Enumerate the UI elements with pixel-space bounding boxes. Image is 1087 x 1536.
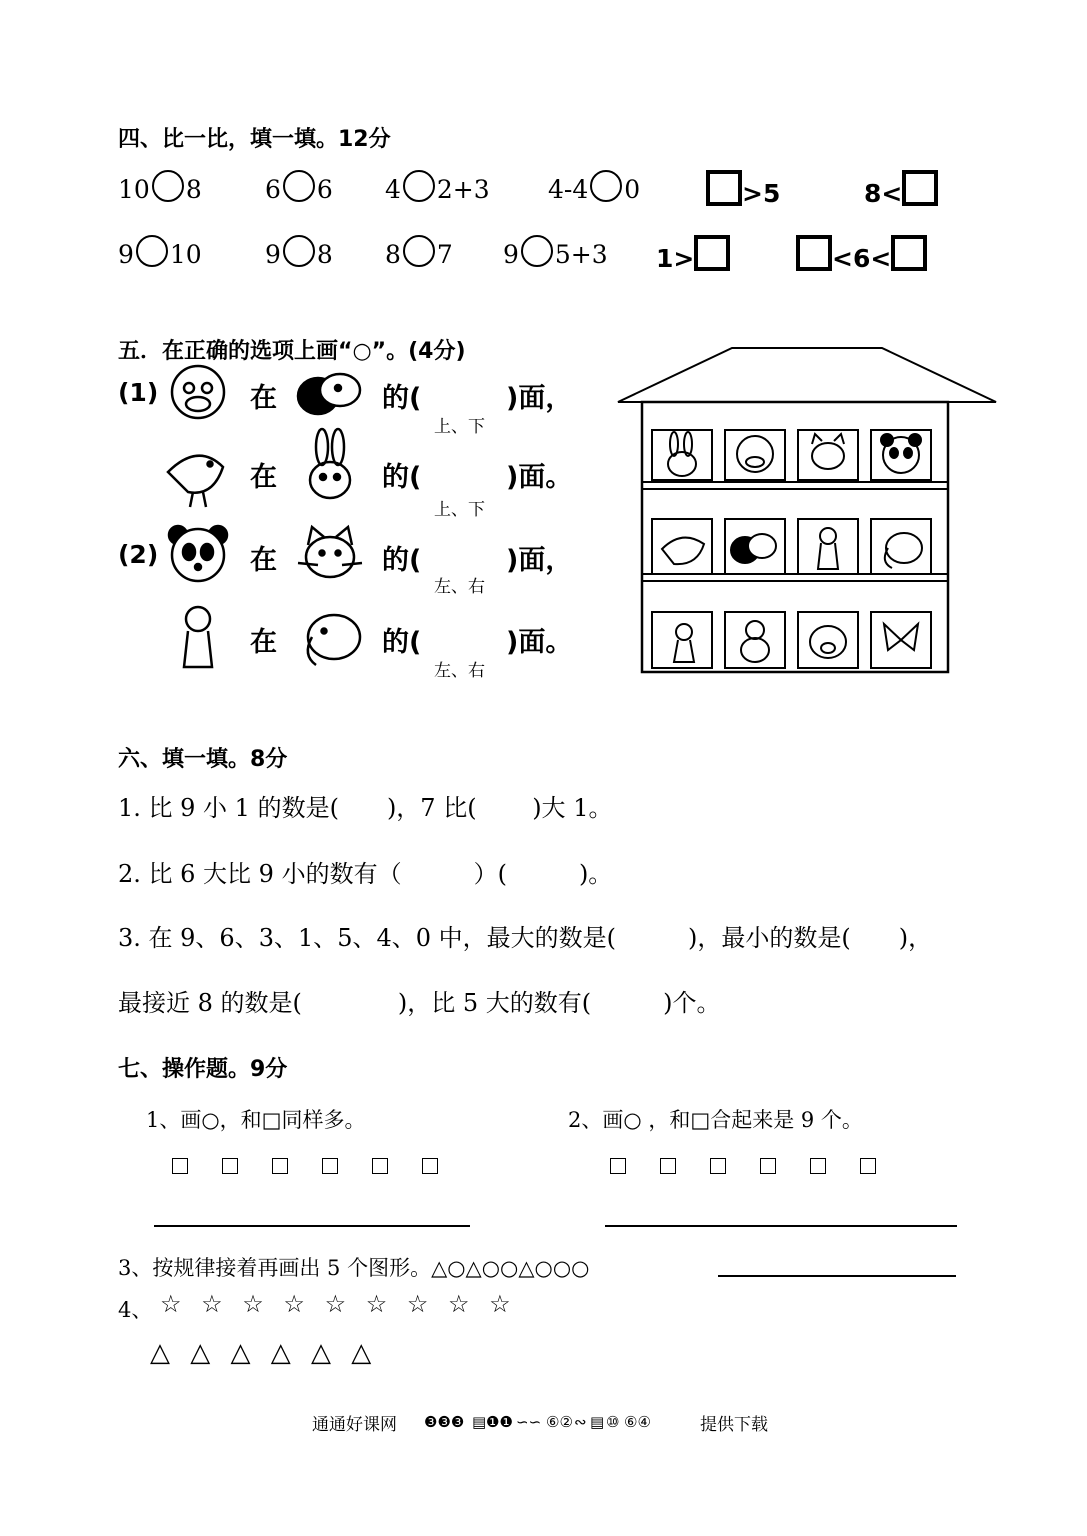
word-zai: 在	[250, 462, 277, 493]
answer-box[interactable]	[796, 235, 832, 271]
compare-1-4: 4-4 0	[548, 170, 640, 204]
compare-circle[interactable]	[283, 170, 315, 202]
svg-text:▤: ▤	[590, 1413, 605, 1431]
word-de: 的(	[382, 545, 422, 576]
compare-1-2: 6 6	[265, 170, 333, 204]
duckling-icon	[741, 621, 769, 662]
word-end: )面。	[506, 462, 573, 493]
option-leftright[interactable]: 左、右	[434, 577, 485, 597]
section4-title: 四、比一比，填一填。12分	[118, 127, 391, 152]
option-leftright[interactable]: 左、右	[434, 661, 485, 681]
answer-box[interactable]	[902, 170, 938, 206]
compare-circle[interactable]	[403, 235, 435, 267]
svg-text:⑥④: ⑥④	[624, 1413, 651, 1431]
sitting-cat-icon	[184, 607, 212, 667]
q2-label: (2)	[118, 540, 159, 569]
panda-icon	[169, 526, 227, 581]
compare-circle[interactable]	[152, 170, 184, 202]
footer-suffix: 提供下载	[700, 1415, 768, 1435]
word-de: 的(	[382, 462, 422, 493]
operation-q3: 3、按规律接着再画出 5 个图形。△○△○○△○○○	[118, 1256, 590, 1280]
elephant-icon	[885, 533, 922, 568]
fill-q4: 最接近 8 的数是( )，比 5 大的数有( )个。	[118, 989, 721, 1017]
answer-box[interactable]	[891, 235, 927, 271]
word-end: )面。	[506, 627, 573, 658]
compare-circle[interactable]	[590, 170, 622, 202]
dog-icon	[731, 534, 776, 563]
svg-text:▤: ▤	[472, 1413, 487, 1431]
q1-label: (1)	[118, 378, 159, 407]
word-de: 的(	[382, 383, 422, 414]
panda-icon	[881, 434, 921, 473]
butterfly-icon	[884, 624, 918, 650]
compare-2-1: 9 10	[118, 235, 202, 269]
drawing-line-2[interactable]	[605, 1225, 957, 1227]
fill-q3: 3. 在 9、6、3、1、5、4、0 中，最大的数是( )，最小的数是( )，	[118, 924, 933, 952]
word-end: )面，	[506, 383, 573, 414]
cat-icon	[298, 527, 362, 577]
deer-icon	[674, 624, 694, 662]
rabbit-icon	[310, 429, 350, 498]
cat-icon	[812, 434, 844, 469]
box-compare-3: 1>	[656, 235, 730, 273]
monkey-icon	[737, 436, 773, 472]
box-compare-2: 8<	[864, 170, 938, 208]
chick-icon	[168, 456, 223, 507]
drawing-line-1[interactable]	[154, 1225, 470, 1227]
word-end: )面，	[506, 545, 573, 576]
section7-title: 七、操作题。9分	[118, 1057, 288, 1082]
monkey-icon	[172, 366, 224, 418]
svg-text:∾: ∾	[574, 1413, 587, 1431]
svg-text:⑩: ⑩	[606, 1413, 620, 1431]
compare-circle[interactable]	[283, 235, 315, 267]
answer-box[interactable]	[706, 170, 742, 206]
dog-icon	[298, 374, 360, 414]
box-compare-4: <6<	[796, 235, 927, 273]
compare-1-3: 4 2+3	[385, 170, 490, 204]
compare-2-2: 9 8	[265, 235, 333, 269]
option-updown[interactable]: 上、下	[434, 500, 485, 520]
compare-circle[interactable]	[136, 235, 168, 267]
chick-icon	[662, 538, 704, 565]
rabbit-icon	[668, 432, 696, 476]
word-zai: 在	[250, 383, 277, 414]
svg-text:❸❸❸: ❸❸❸	[424, 1413, 465, 1431]
sitting-cat-icon	[818, 528, 838, 569]
svg-text:❶❶: ❶❶	[486, 1413, 513, 1431]
word-zai: 在	[250, 627, 277, 658]
animal-house-figure	[612, 344, 1002, 679]
section5-title: 五．在正确的选项上画“○”。(4分)	[118, 339, 466, 364]
operation-q1: 1、画○，和□同样多。	[146, 1108, 366, 1132]
box-compare-1: >5	[706, 170, 780, 208]
star-row: ☆ ☆ ☆ ☆ ☆ ☆ ☆ ☆ ☆	[160, 1290, 517, 1318]
footer-watermark-glyphs	[424, 1412, 684, 1432]
word-zai: 在	[250, 545, 277, 576]
compare-2-3: 8 7	[385, 235, 453, 269]
answer-box[interactable]	[694, 235, 730, 271]
operation-q2: 2、画○ ，和□合起来是 9 个。	[568, 1108, 863, 1132]
fill-q1: 1. 比 9 小 1 的数是( )，7 比( )大 1。	[118, 794, 613, 822]
triangle-row: △ △ △ △ △ △	[150, 1338, 378, 1368]
compare-circle[interactable]	[521, 235, 553, 267]
compare-2-4: 9 5+3	[503, 235, 608, 269]
option-updown[interactable]: 上、下	[434, 417, 485, 437]
svg-text:∽∽: ∽∽	[516, 1413, 542, 1431]
section6-title: 六、填一填。8分	[118, 747, 288, 772]
svg-text:⑥②: ⑥②	[546, 1413, 573, 1431]
footer-site: 通通好课网	[312, 1415, 397, 1435]
operation-q4-label: 4、	[118, 1298, 153, 1322]
fill-q2: 2. 比 6 大比 9 小的数有（ ）( )。	[118, 860, 613, 888]
word-de: 的(	[382, 627, 422, 658]
elephant-icon	[308, 615, 360, 665]
compare-1-1: 10 8	[118, 170, 202, 204]
pig-icon	[810, 626, 846, 658]
drawing-line-3[interactable]	[718, 1275, 956, 1277]
compare-circle[interactable]	[403, 170, 435, 202]
